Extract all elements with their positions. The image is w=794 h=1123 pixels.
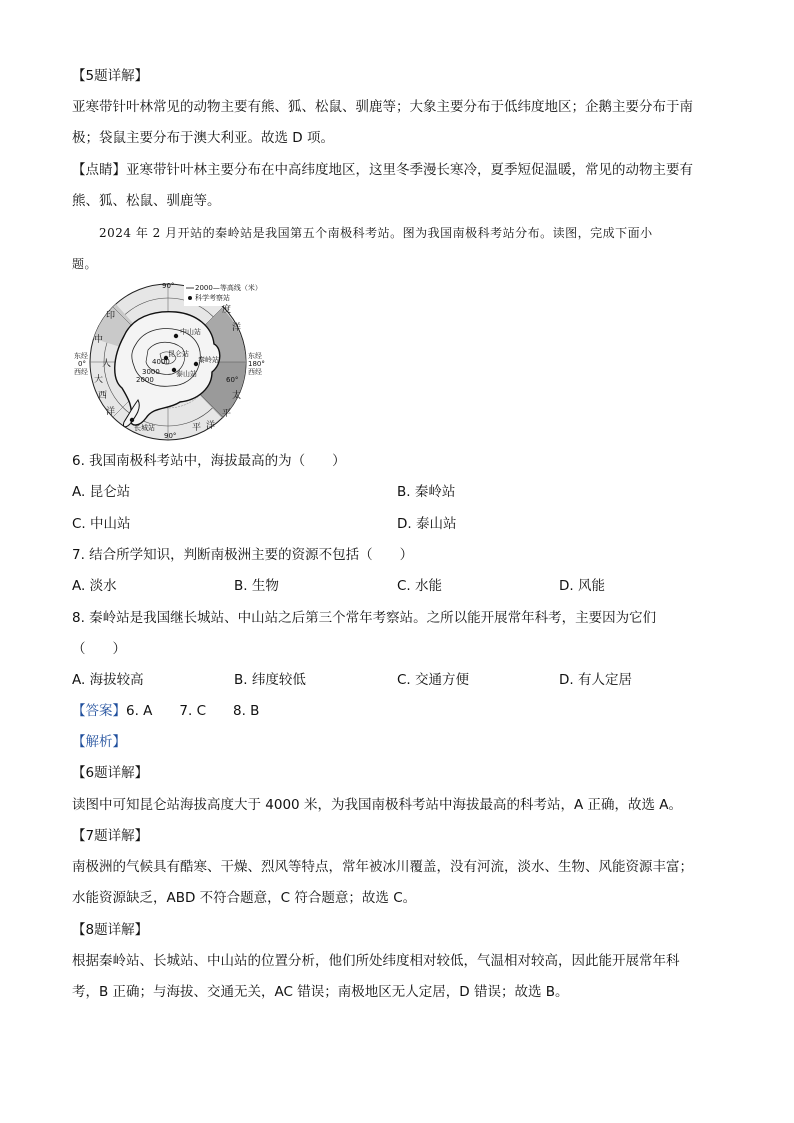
- q6-option-d: D. 泰山站: [397, 516, 457, 532]
- lon-right-west: 西经: [248, 368, 262, 376]
- section-6-title: 【6题详解】: [72, 765, 149, 781]
- lon-top-label: 90°: [162, 282, 175, 290]
- station-label-taishan: 泰山站: [176, 370, 197, 378]
- ocean-char-9: 洋: [106, 407, 116, 417]
- ocean-char-11: 中: [94, 335, 104, 345]
- zhongshan-station-dot: [174, 334, 178, 338]
- q8-option-d: D. 有人定居: [559, 672, 632, 688]
- lon-left-zero: 0°: [78, 360, 86, 368]
- section-8-text-1: 根据秦岭站、长城站、中山站的位置分析，他们所处纬度相对较低，气温相对较高，因此能开展常年科: [72, 953, 680, 969]
- ocean-char-7: 大: [94, 375, 104, 385]
- answer-values: 6. A 7. C 8. B: [126, 703, 260, 719]
- section-7-title: 【7题详解】: [72, 828, 149, 844]
- q8-option-b: B. 纬度较低: [234, 672, 306, 688]
- section-5-text-2: 极；袋鼠主要分布于澳大利亚。故选 D 项。: [72, 130, 334, 146]
- contour-4000: 4000: [152, 358, 170, 366]
- answer-label: 【答案】: [72, 703, 126, 719]
- changcheng-station-dot: [130, 418, 134, 422]
- ocean-char-6: 洋: [206, 421, 216, 431]
- station-label-changcheng: 长城站: [134, 424, 155, 432]
- contour-2000: 2000: [136, 376, 154, 384]
- q7-option-c: C. 水能: [397, 578, 443, 594]
- antarctica-station-map: [72, 278, 270, 442]
- ocean-char-2: 度: [222, 305, 232, 315]
- ocean-char-3: 洋: [232, 323, 242, 333]
- ocean-char-5: 平: [222, 409, 232, 419]
- q8-stem-2: （ ）: [72, 641, 126, 657]
- ocean-char-10: 平: [192, 423, 202, 433]
- q7-stem: 7. 结合所学知识，判断南极洲主要的资源不包括（ ）: [72, 547, 414, 563]
- q7-option-d: D. 风能: [559, 578, 605, 594]
- section-5-title: 【5题详解】: [72, 68, 149, 84]
- contour-3000: 3000: [142, 368, 160, 376]
- ocean-char-12: 人: [102, 359, 112, 369]
- ocean-char-4: 太: [232, 391, 242, 401]
- q7-option-a: A. 淡水: [72, 578, 117, 594]
- lon-bottom-label: 90°: [164, 432, 177, 440]
- legend-contour-label: 2000—等高线（米）: [195, 284, 262, 292]
- section-6-text-1: 读图中可知昆仑站海拔高度大于 4000 米，为我国南极科考站中海拔最高的科考站，A 正确，故选 A。: [72, 797, 682, 813]
- section-8-title: 【8题详解】: [72, 922, 149, 938]
- station-label-kunlun: 昆仑站: [168, 350, 189, 358]
- section-8-text-2: 考，B 正确；与海拔、交通无关，AC 错误；南极地区无人定居，D 错误；故选 B。: [72, 984, 569, 1000]
- ocean-char-1: 印: [106, 311, 116, 321]
- q6-option-a: A. 昆仑站: [72, 484, 131, 500]
- lat-60-label: 60°: [226, 376, 239, 384]
- lon-left-west: 西经: [74, 368, 88, 376]
- dianjing-text-2: 熊、狐、松鼠、驯鹿等。: [72, 193, 221, 209]
- q6-option-c: C. 中山站: [72, 516, 131, 532]
- section-7-text-2: 水能资源缺乏，ABD 不符合题意，C 符合题意；故选 C。: [72, 890, 417, 906]
- intro-text-2: 题。: [72, 257, 98, 271]
- section-7-text-1: 南极洲的气候具有酷寒、干燥、烈风等特点，常年被冰川覆盖，没有河流，淡水、生物、风能资源丰富；: [72, 859, 693, 875]
- q7-option-b: B. 生物: [234, 578, 279, 594]
- intro-text-1: 2024 年 2 月开站的秦岭站是我国第五个南极科考站。图为我国南极科考站分布。读图，完成下面小: [99, 226, 653, 240]
- analysis-label: 【解析】: [72, 734, 126, 750]
- q6-option-b: B. 秦岭站: [397, 484, 456, 500]
- station-label-qinling: 秦岭站: [198, 356, 219, 364]
- q8-option-c: C. 交通方便: [397, 672, 470, 688]
- legend-station-label: 科学考察站: [195, 294, 230, 302]
- lon-right-180: 180°: [248, 360, 265, 368]
- answer-line: [72, 701, 259, 721]
- section-5-text-1: 亚寒带针叶林常见的动物主要有熊、狐、松鼠、驯鹿等；大象主要分布于低纬度地区；企鹅主要分布于南: [72, 99, 693, 115]
- map-legend: [184, 282, 268, 306]
- lon-right-east: 东经: [248, 352, 262, 360]
- ocean-char-8: 西: [98, 391, 108, 401]
- q8-stem-1: 8. 秦岭站是我国继长城站、中山站之后第三个常年考察站。之所以能开展常年科考，主要因为它们: [72, 610, 657, 626]
- dianjing-text-1: 【点睛】亚寒带针叶林主要分布在中高纬度地区，这里冬季漫长寒冷，夏季短促温暖，常见的动物主要有: [72, 162, 693, 178]
- lon-left-east: 东经: [74, 352, 88, 360]
- q8-option-a: A. 海拔较高: [72, 672, 144, 688]
- q6-stem: 6. 我国南极科考站中，海拔最高的为（ ）: [72, 453, 346, 469]
- station-label-zhongshan: 中山站: [180, 328, 201, 336]
